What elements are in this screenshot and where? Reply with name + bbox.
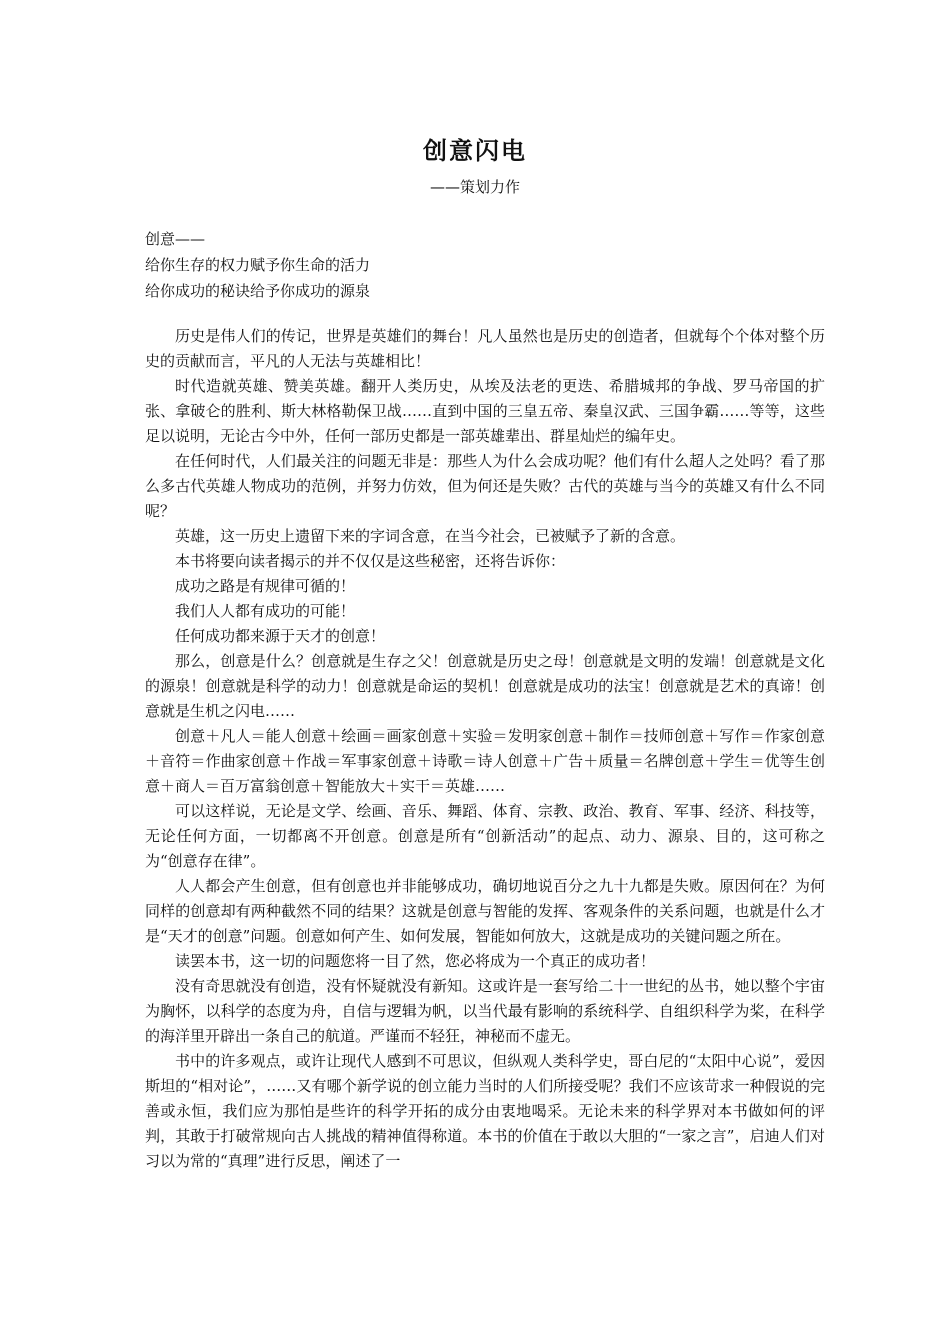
- paragraph: 创意＋凡人＝能人创意＋绘画＝画家创意＋实验＝发明家创意＋制作＝技师创意＋写作＝作家创意＋音符＝作曲家创意＋作战＝军事家创意＋诗歌＝诗人创意＋广告＋质量＝名牌创意＋学生＝优等生创意＋商人＝百万富翁创意＋智能放大＋实干＝英雄……: [145, 727, 825, 795]
- body-text: [145, 324, 825, 1174]
- paragraph: 任何成功都来源于天才的创意！: [175, 627, 386, 645]
- paragraph: 没有奇思就没有创造，没有怀疑就没有新知。这或许是一套写给二十一世纪的丛书，她以整个宇宙为胸怀，以科学的态度为舟，自信与逻辑为帆，以当代最有影响的系统科学、自组织科学为桨，在科学的海洋里开辟出一条自己的航道。严谨而不轻狂，神秘而不虚无。: [145, 977, 825, 1045]
- paragraph: 人人都会产生创意，但有创意也并非能够成功，确切地说百分之九十九都是失败。原因何在？为何同样的创意却有两种截然不同的结果？这就是创意与智能的发挥、客观条件的关系问题，也就是什么才是“天才的创意”问题。创意如何产生、如何发展，智能如何放大，这就是成功的关键问题之所在。: [145, 877, 825, 945]
- paragraph: 历史是伟人们的传记，世界是英雄们的舞台！凡人虽然也是历史的创造者，但就每个个体对整个历史的贡献而言，平凡的人无法与英雄相比！: [145, 327, 825, 370]
- intro-line: 给你生存的权力赋予你生命的活力: [145, 256, 371, 274]
- paragraph: 成功之路是有规律可循的！: [175, 577, 356, 595]
- intro-block: [145, 226, 825, 304]
- paragraph: 读罢本书，这一切的问题您将一目了然，您必将成为一个真正的成功者！: [175, 952, 656, 970]
- paragraph: 那么，创意是什么？创意就是生存之父！创意就是历史之母！创意就是文明的发端！创意就是文化的源泉！创意就是科学的动力！创意就是命运的契机！创意就是成功的法宝！创意就是艺术的真谛！创意就是生机之闪电……: [145, 652, 825, 720]
- intro-line: 给你成功的秘诀给予你成功的源泉: [145, 282, 371, 300]
- paragraph: 我们人人都有成功的可能！: [175, 602, 356, 620]
- paragraph: 可以这样说，无论是文学、绘画、音乐、舞蹈、体育、宗教、政治、教育、军事、经济、科技等，无论任何方面，一切都离不开创意。创意是所有“创新活动”的起点、动力、源泉、目的，这可称之为“创意存在律”。: [145, 802, 825, 870]
- paragraph: 时代造就英雄、赞美英雄。翻开人类历史，从埃及法老的更迭、希腊城邦的争战、罗马帝国的扩张、拿破仑的胜利、斯大林格勒保卫战……直到中国的三皇五帝、秦皇汉武、三国争霸……等等，这些足以说明，无论古今中外，任何一部历史都是一部英雄辈出、群星灿烂的编年史。: [145, 377, 825, 445]
- page-subtitle: ——策划力作: [429, 178, 520, 196]
- paragraph: 在任何时代，人们最关注的问题无非是：那些人为什么会成功呢？他们有什么超人之处吗？看了那么多古代英雄人物成功的范例，并努力仿效，但为何还是失败？古代的英雄与当今的英雄又有什么不同呢？: [145, 452, 825, 520]
- page-title: 创意闪电: [423, 136, 527, 165]
- intro-line: 创意——: [145, 230, 206, 248]
- paragraph: 本书将要向读者揭示的并不仅仅是这些秘密，还将告诉你：: [175, 552, 566, 570]
- paragraph: 书中的许多观点，或许让现代人感到不可思议，但纵观人类科学史，哥白尼的“太阳中心说”，爱因斯坦的“相对论”，……又有哪个新学说的创立能力当时的人们所接受呢？我们不应该苛求一种假说的完善或永恒，我们应为那怕是些许的科学开拓的成分由衷地喝采。无论未来的科学界对本书做如何的评判，其敢于打破常规向古人挑战的精神值得称道。本书的价值在于敢以大胆的“一家之言”，启迪人们对习以为常的“真理”进行反思，阐述了一: [145, 1052, 825, 1170]
- paragraph: 英雄，这一历史上遗留下来的字词含意，在当今社会，已被赋予了新的含意。: [175, 527, 686, 545]
